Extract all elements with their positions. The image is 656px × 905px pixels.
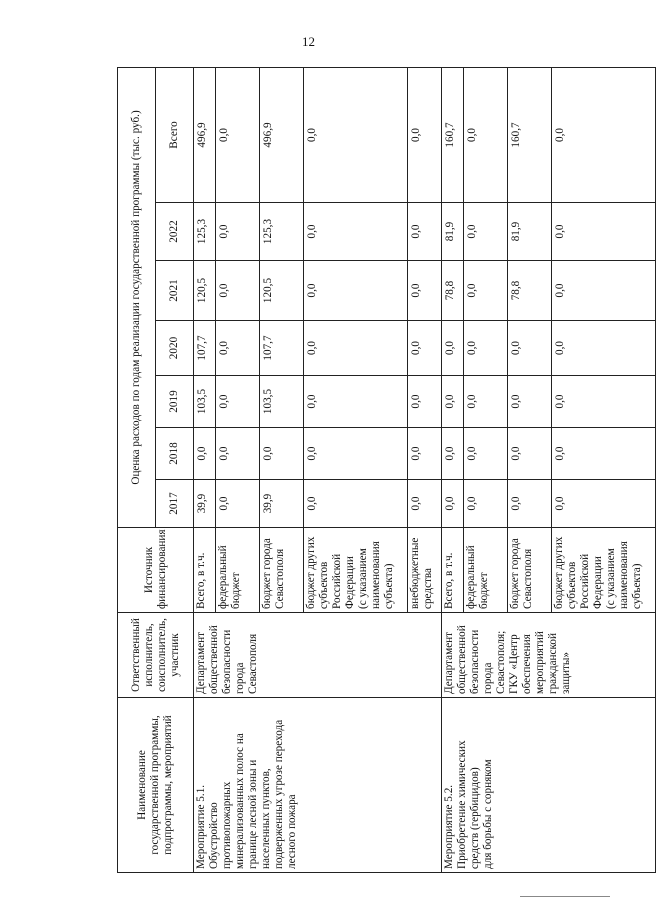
text-line: субъектов <box>318 561 330 609</box>
header-year: 2018 <box>156 428 194 480</box>
value-cell: 0,0 <box>304 203 408 261</box>
text-line: гражданской <box>547 633 559 694</box>
text-line: финансирования <box>155 529 168 609</box>
activity-name-cell <box>194 698 442 873</box>
value-cell: 103,5 <box>194 376 216 428</box>
text-line: субъекта) <box>383 563 395 609</box>
header-year: 2019 <box>156 376 194 428</box>
header-year: 2017 <box>156 480 194 528</box>
value-cell: 0,0 <box>408 203 442 261</box>
value-cell: 0,0 <box>216 203 260 261</box>
text-line: наименования <box>370 541 382 609</box>
text-line: противопожарных <box>221 781 233 869</box>
responsible-cell <box>194 613 442 698</box>
value-cell: 0,0 <box>216 376 260 428</box>
value-cell: 39,9 <box>194 480 216 528</box>
value-cell: 0,0 <box>408 261 442 321</box>
value-cell: 0,0 <box>464 321 508 376</box>
text-line: исполнитель, <box>142 623 155 687</box>
value-cell: 0,0 <box>216 428 260 480</box>
text-line: средства <box>422 567 434 609</box>
header-year: Всего <box>156 67 194 202</box>
text-line: Департамент <box>195 631 207 694</box>
text-line: бюджет <box>230 572 242 609</box>
value-cell: 0,0 <box>442 428 464 480</box>
value-cell: 0,0 <box>464 428 508 480</box>
text-line: безопасности <box>221 629 233 694</box>
text-line: бюджет города <box>261 538 273 609</box>
text-line: общественной <box>208 625 220 694</box>
value-cell: 78,8 <box>508 261 552 321</box>
value-cell: 0,0 <box>408 428 442 480</box>
value-cell: 78,8 <box>442 261 464 321</box>
header-year: 2021 <box>156 261 194 321</box>
activity-name-cell <box>442 698 656 873</box>
text-line: Всего, в т.ч. <box>195 552 207 609</box>
source-cell <box>260 528 304 613</box>
text-line: (с указанием <box>605 548 617 609</box>
source-cell <box>508 528 552 613</box>
value-cell: 103,5 <box>260 376 304 428</box>
financing-table <box>117 67 656 873</box>
scan-edge-line <box>520 896 610 897</box>
text-line: бюджет других <box>305 536 317 609</box>
text-line: Департамент <box>443 631 455 694</box>
value-cell: 0,0 <box>552 261 656 321</box>
text-line: федеральный <box>217 545 229 609</box>
text-line: Российской <box>579 553 591 609</box>
header-name <box>118 698 194 873</box>
text-line: безопасности <box>469 629 481 694</box>
value-cell: 0,0 <box>552 67 656 202</box>
value-cell: 0,0 <box>216 67 260 202</box>
text-line: Мероприятие 5.2. <box>443 784 455 869</box>
value-cell: 0,0 <box>552 376 656 428</box>
value-cell: 107,7 <box>260 321 304 376</box>
value-cell: 0,0 <box>304 321 408 376</box>
value-cell: 0,0 <box>260 428 304 480</box>
text-line: лесного пожара <box>286 794 298 869</box>
text-line: субъекта) <box>631 563 643 609</box>
text-line: внебюджетные <box>409 537 421 609</box>
text-line: ГКУ «Центр <box>508 634 520 694</box>
text-line: Мероприятие 5.1. <box>195 784 207 869</box>
value-cell: 0,0 <box>304 261 408 321</box>
text-line: участник <box>168 633 181 677</box>
text-line: средств (гербицидов) <box>469 767 481 869</box>
value-cell: 0,0 <box>508 480 552 528</box>
text-line: Российской <box>331 553 343 609</box>
value-cell: 0,0 <box>216 321 260 376</box>
responsible-cell <box>442 613 656 698</box>
rotated-table-wrapper <box>117 68 643 873</box>
source-cell <box>304 528 408 613</box>
text-line: города Севастополя <box>234 633 259 694</box>
header-responsible <box>118 613 194 698</box>
text-line: населенных пунктов, <box>260 768 272 869</box>
value-cell: 160,7 <box>442 67 464 202</box>
text-line: для борьбы с сорняком <box>482 759 494 869</box>
value-cell: 0,0 <box>508 428 552 480</box>
value-cell: 0,0 <box>442 376 464 428</box>
value-cell: 0,0 <box>194 428 216 480</box>
value-cell: 120,5 <box>194 261 216 321</box>
text-line: субъектов <box>566 561 578 609</box>
value-cell: 0,0 <box>464 203 508 261</box>
value-cell: 0,0 <box>304 376 408 428</box>
text-line: Ответственный <box>129 618 142 692</box>
value-cell: 0,0 <box>408 67 442 202</box>
source-cell <box>442 528 464 613</box>
text-line: обеспечения <box>521 634 533 694</box>
value-cell: 0,0 <box>464 376 508 428</box>
value-cell: 0,0 <box>216 261 260 321</box>
value-cell: 160,7 <box>508 67 552 202</box>
text-line: (с указанием <box>357 548 369 609</box>
value-cell: 0,0 <box>552 428 656 480</box>
value-cell: 0,0 <box>552 203 656 261</box>
page-number: 12 <box>302 34 315 49</box>
source-cell <box>194 528 216 613</box>
value-cell: 39,9 <box>260 480 304 528</box>
value-cell: 0,0 <box>508 376 552 428</box>
text-line: наименования <box>618 541 630 609</box>
value-cell: 0,0 <box>552 480 656 528</box>
text-line: Всего, в т.ч. <box>443 552 455 609</box>
text-line: границе лесной зоны и <box>247 759 259 869</box>
text-line: защиты» <box>560 652 572 694</box>
text-line: бюджет других <box>553 536 565 609</box>
text-line: Обустройство <box>208 802 220 869</box>
value-cell: 0,0 <box>408 321 442 376</box>
table-row <box>442 67 464 872</box>
table-row <box>194 67 216 872</box>
source-cell <box>216 528 260 613</box>
text-line: мероприятий <box>534 631 546 694</box>
value-cell: 0,0 <box>216 480 260 528</box>
value-cell: 125,3 <box>260 203 304 261</box>
value-cell: 0,0 <box>442 480 464 528</box>
text-line: Источник <box>142 546 155 594</box>
value-cell: 496,9 <box>194 67 216 202</box>
text-line: подверженных угрозе перехода <box>273 719 285 869</box>
text-line: Приобретение химических <box>456 740 468 869</box>
value-cell: 0,0 <box>408 376 442 428</box>
source-cell <box>464 528 508 613</box>
value-cell: 0,0 <box>464 261 508 321</box>
source-cell <box>408 528 442 613</box>
value-cell: 0,0 <box>464 67 508 202</box>
value-cell: 0,0 <box>508 321 552 376</box>
text-line: федеральный <box>465 545 477 609</box>
table-body <box>194 67 656 872</box>
value-cell: 81,9 <box>442 203 464 261</box>
value-cell: 0,0 <box>464 480 508 528</box>
text-line: соисполнитель, <box>155 618 168 692</box>
value-cell: 0,0 <box>552 321 656 376</box>
header-estimate: Оценка расходов по годам реализации государственной программы (тыс. руб.) <box>118 67 156 527</box>
text-line: Севастополя <box>522 548 534 609</box>
text-line: Севастополя <box>274 548 286 609</box>
text-line: подпрограммы, мероприятий <box>162 715 174 855</box>
text-line: государственной программы, <box>149 715 161 855</box>
text-line: города <box>482 662 494 694</box>
text-line: минерализованных полос на <box>234 733 246 869</box>
source-cell <box>552 528 656 613</box>
value-cell: 125,3 <box>194 203 216 261</box>
text-line: Севастополя; <box>495 630 507 694</box>
text-line: Федерации <box>344 556 356 609</box>
value-cell: 496,9 <box>260 67 304 202</box>
text-line: бюджет города <box>509 538 521 609</box>
text-line: Федерации <box>592 556 604 609</box>
value-cell: 0,0 <box>442 321 464 376</box>
text-line: общественной <box>456 625 468 694</box>
header-source <box>118 528 194 613</box>
header-row-1 <box>118 67 156 872</box>
text-line: Наименование <box>136 750 148 820</box>
value-cell: 0,0 <box>304 67 408 202</box>
text-line: бюджет <box>478 572 490 609</box>
value-cell: 107,7 <box>194 321 216 376</box>
value-cell: 0,0 <box>304 480 408 528</box>
value-cell: 81,9 <box>508 203 552 261</box>
header-year: 2020 <box>156 321 194 376</box>
value-cell: 0,0 <box>304 428 408 480</box>
header-year: 2022 <box>156 203 194 261</box>
value-cell: 120,5 <box>260 261 304 321</box>
value-cell: 0,0 <box>408 480 442 528</box>
